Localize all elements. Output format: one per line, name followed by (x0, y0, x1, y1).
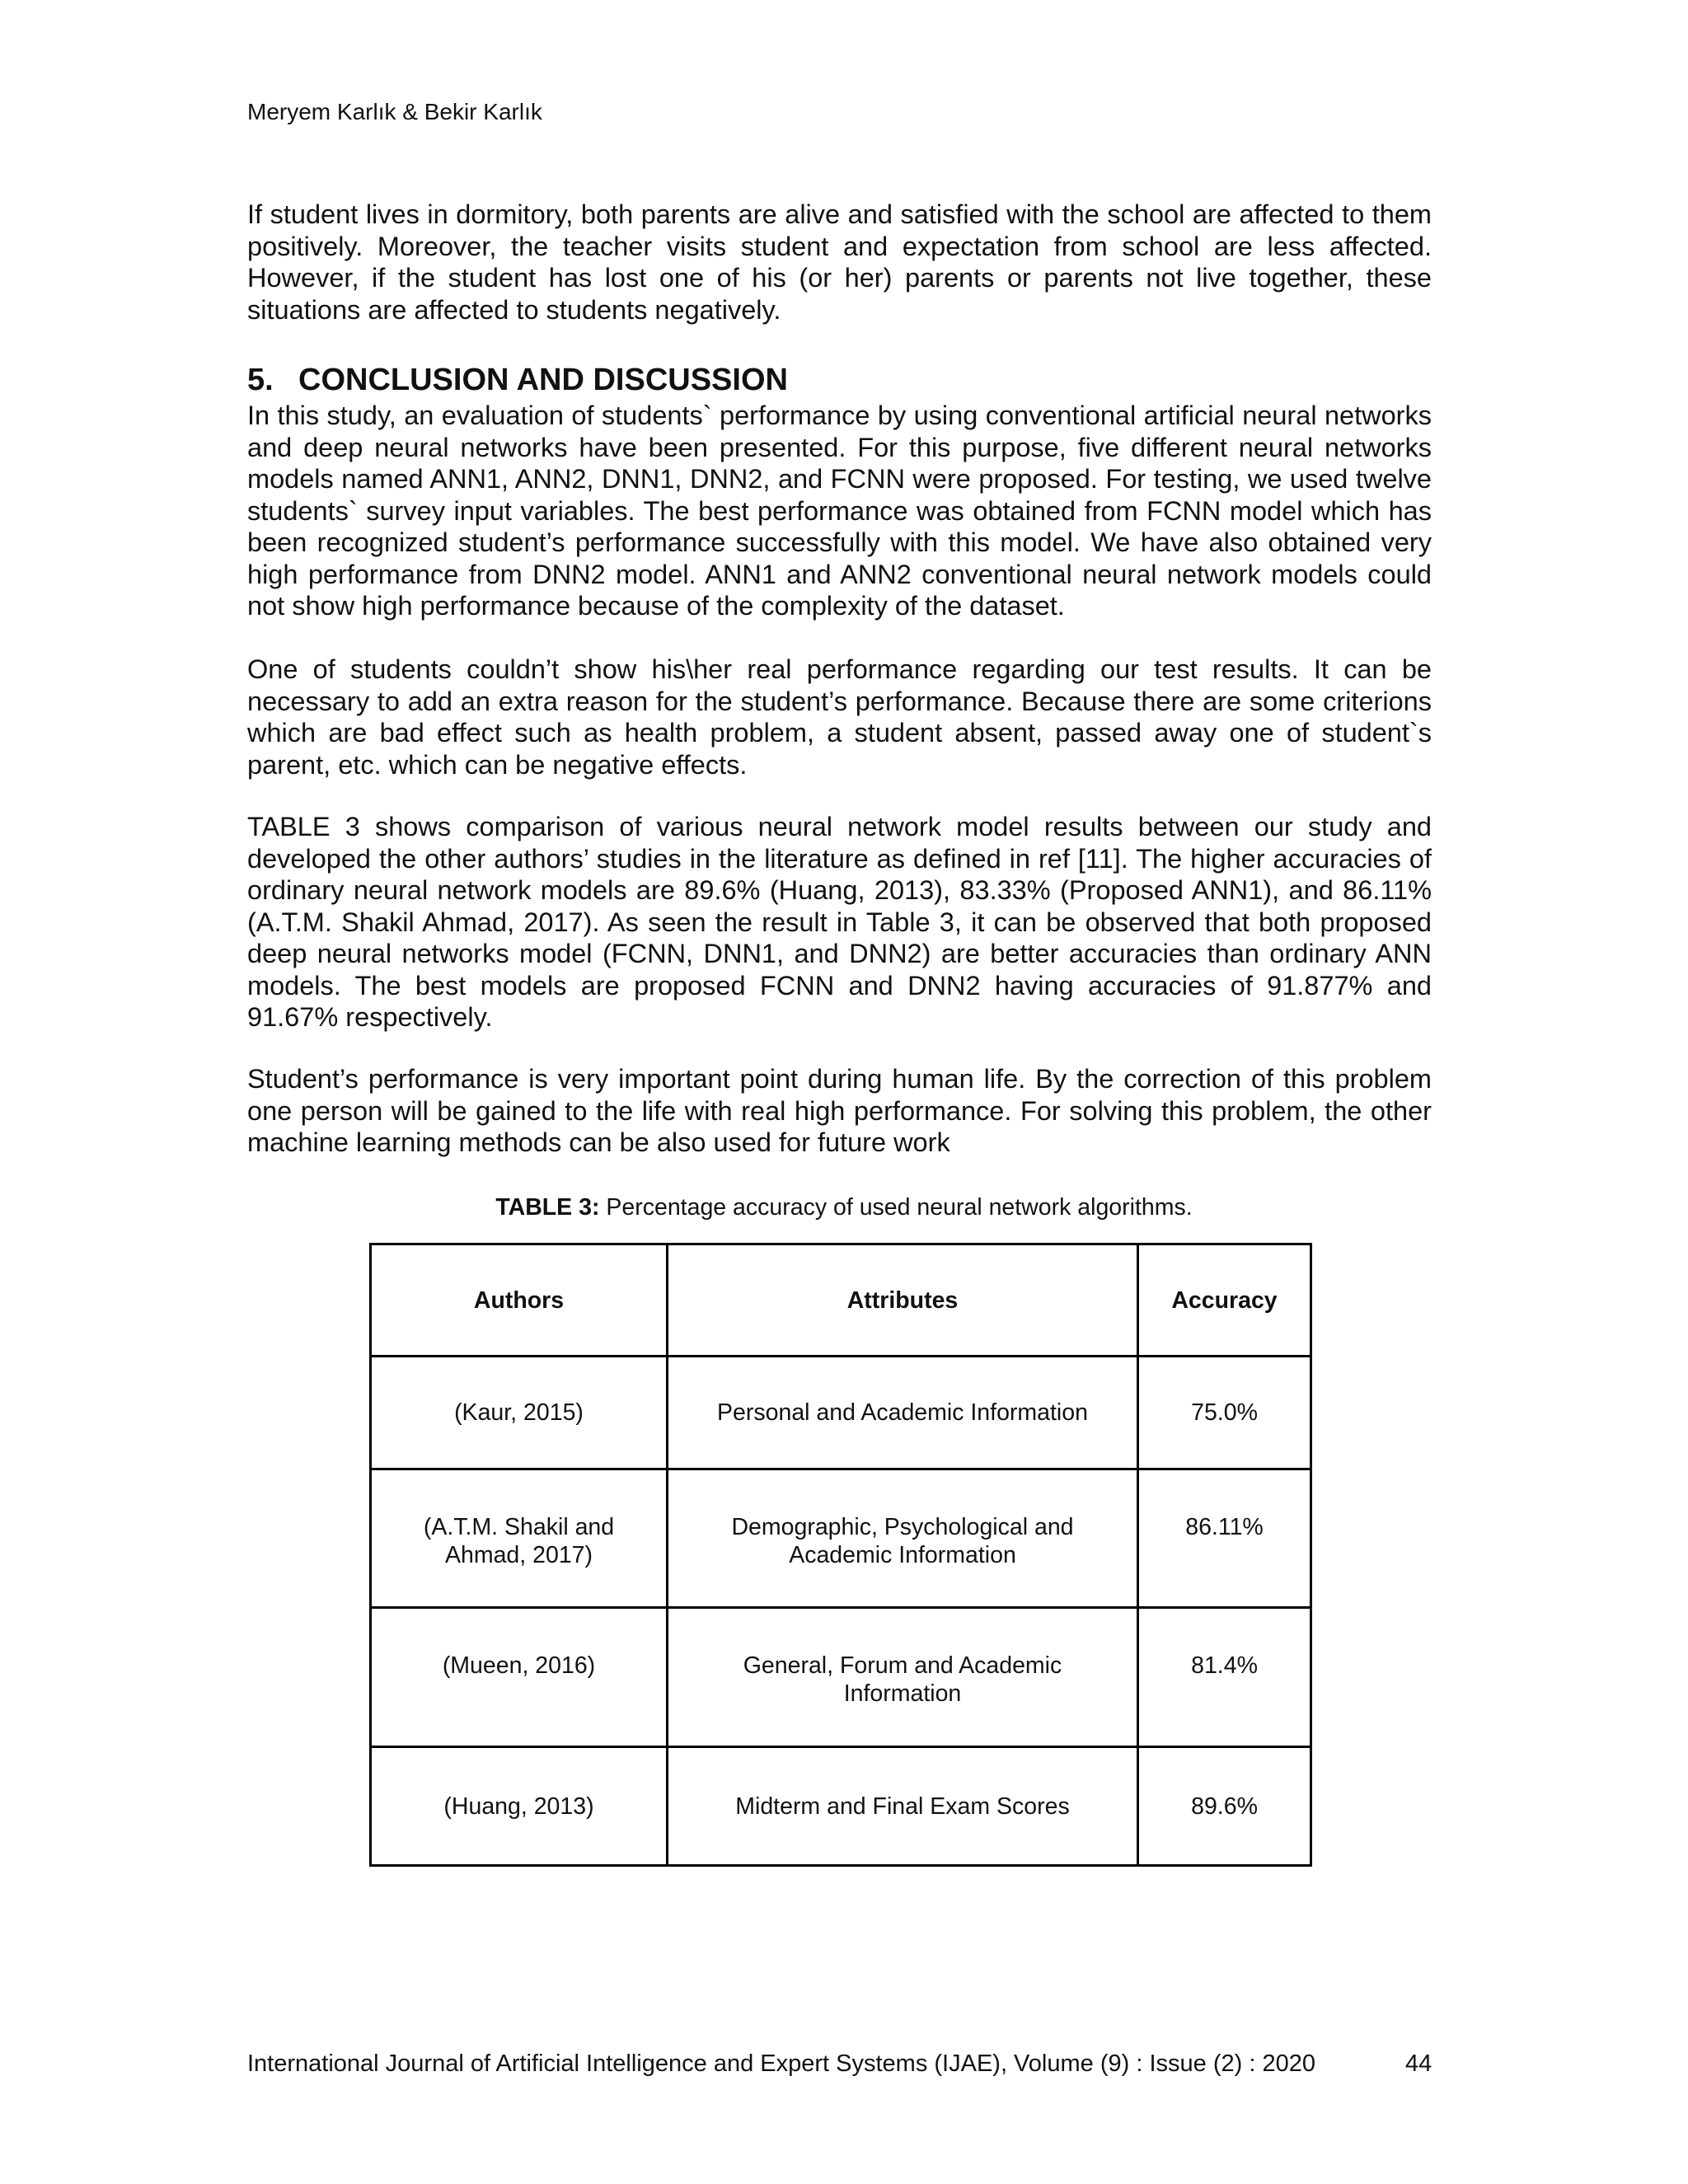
section-heading (247, 361, 788, 399)
paragraph-conclusion-3: TABLE 3 shows comparison of various neural network model results between our study and developed the other authors’ studies in the literature as defined in ref [11]. The higher accuracies of ordinary neural network models are 89.6% (Huang, 2013), 83.33% (Proposed ANN1), and 86.11% (A.T.M. Shakil Ahmad, 2017). As seen the result in Table 3, it can be observed that both proposed deep neural networks model (FCNN, DNN1, and DNN2) are better accuracies than ordinary ANN models. The best models are proposed FCNN and DNN2 having accuracies of 91.877% and 91.67% respectively. (247, 812, 1432, 1032)
paragraph-conclusion-1: In this study, an evaluation of students` performance by using conventional artificial neural networks and deep neural networks have been presented. For this purpose, five different neural networks models named ANN1, ANN2, DNN1, DNN2, and FCNN were proposed. For testing, we used twelve students` survey input variables. The best performance was obtained from FCNN model which has been recognized student’s performance successfully with this model. We have also obtained very high performance from DNN2 model. ANN1 and ANN2 conventional neural network models could not show high performance because of the complexity of the dataset. (247, 401, 1432, 621)
table-row (371, 1357, 1311, 1469)
table-row (371, 1747, 1311, 1866)
running-head: Meryem Karlık & Bekir Karlık (247, 99, 542, 124)
cell-attributes: Midterm and Final Exam Scores (668, 1747, 1138, 1866)
cell-attributes: General, Forum and Academic Information (668, 1608, 1138, 1747)
section-number: 5. (247, 363, 274, 397)
table-header-row (371, 1244, 1311, 1357)
cell-accuracy: 86.11% (1138, 1469, 1311, 1608)
paragraph-conclusion-4: Student’s performance is very important point during human life. By the correction of this problem one person will be gained to the life with real high performance. For solving this problem, the other machine learning methods can be also used for future work (247, 1064, 1432, 1157)
cell-authors: (A.T.M. Shakil and Ahmad, 2017) (371, 1469, 668, 1608)
header-accuracy: Accuracy (1138, 1244, 1311, 1357)
table-caption-label: TABLE 3: (495, 1194, 600, 1221)
cell-attributes: Personal and Academic Information (668, 1357, 1138, 1469)
cell-authors: (Mueen, 2016) (371, 1608, 668, 1747)
accuracy-table (369, 1243, 1312, 1867)
cell-attributes: Demographic, Psychological and Academic Information (668, 1469, 1138, 1608)
header-authors: Authors (371, 1244, 668, 1357)
paragraph-conclusion-2: One of students couldn’t show his\her real performance regarding our test results. It can be necessary to add an extra reason for the student’s performance. Because there are some criterions which are bad effect such as health problem, a student absent, passed away one of student`s parent, etc. which can be negative effects. (247, 654, 1432, 780)
cell-accuracy: 81.4% (1138, 1608, 1311, 1747)
page-number: 44 (1405, 2050, 1432, 2077)
section-title: CONCLUSION AND DISCUSSION (298, 363, 788, 397)
header-attributes: Attributes (668, 1244, 1138, 1357)
table-caption (0, 1193, 1688, 1222)
cell-authors: (Huang, 2013) (371, 1747, 668, 1866)
paragraph-intro: If student lives in dormitory, both parents are alive and satisfied with the school are affected to them positively. Moreover, the teacher visits student and expectation from school are less affected. However, if the student has lost one of his (or her) parents or parents not live together, these situations are affected to students negatively. (247, 199, 1432, 325)
journal-footer: International Journal of Artificial Intelligence and Expert Systems (IJAE), Volume (9) : Issue (2) : 2020 (247, 2050, 1315, 2077)
cell-accuracy: 89.6% (1138, 1747, 1311, 1866)
table-caption-text: Percentage accuracy of used neural network algorithms. (599, 1194, 1193, 1221)
cell-authors: (Kaur, 2015) (371, 1357, 668, 1469)
cell-accuracy: 75.0% (1138, 1357, 1311, 1469)
table-row (371, 1469, 1311, 1608)
table-row (371, 1608, 1311, 1747)
